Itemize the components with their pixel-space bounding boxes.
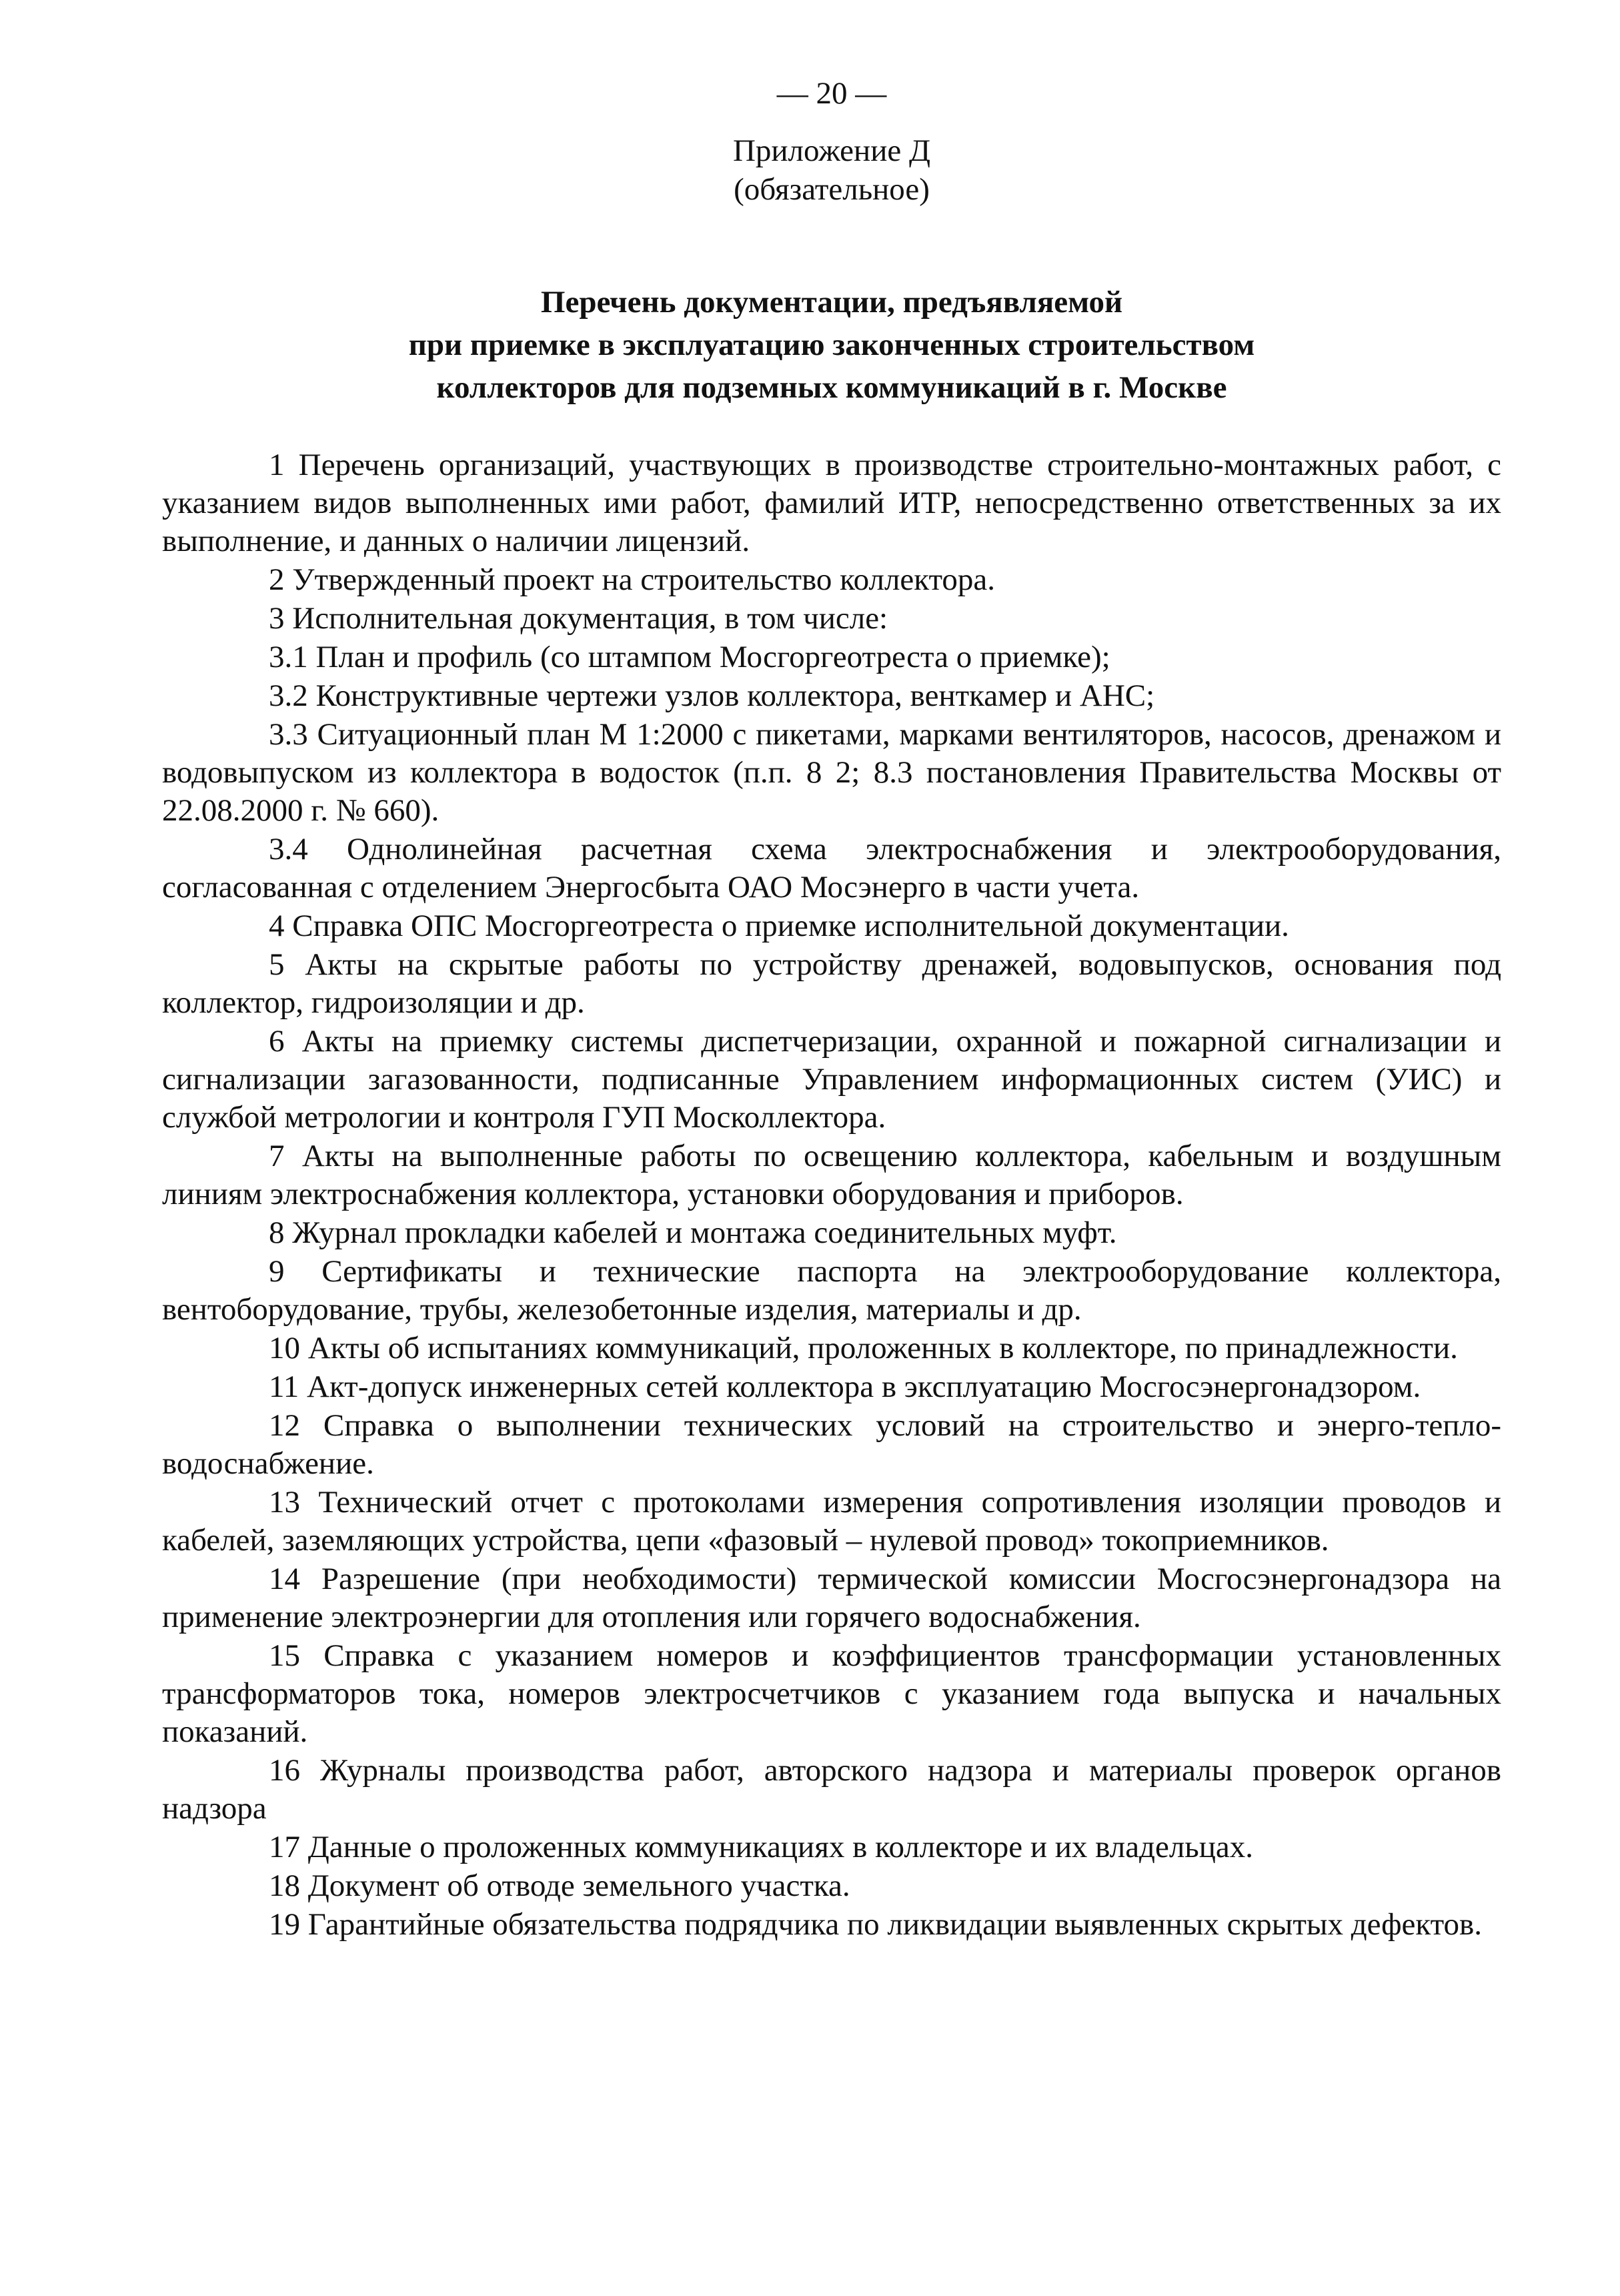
list-item: 17 Данные о проложенных коммуникациях в коллекторе и их владельцах. (269, 1830, 1253, 1864)
list-item: 7 Акты на выполненные работы по освещению коллектора, кабельным и воздушным линиям электроснабжения коллектора, установки оборудования и приборов. (162, 1139, 1501, 1211)
list-item: 14 Разрешение (при необходимости) термической комиссии Мосгосэнергонадзора на применение электроэнергии для отопления или горячего водоснабжения. (162, 1562, 1501, 1634)
list-item: 19 Гарантийные обязательства подрядчика по ликвидации выявленных скрытых дефектов. (269, 1907, 1482, 1942)
document-title (162, 281, 1501, 409)
document-title-line: коллекторов для подземных коммуникаций в г. Москве (436, 370, 1227, 405)
list-item: 10 Акты об испытаниях коммуникаций, проложенных в коллекторе, по принадлежности. (269, 1331, 1458, 1365)
appendix-note: (обязательное) (734, 172, 930, 207)
appendix-title: Приложение Д (732, 133, 931, 168)
list-item: 3.1 План и профиль (со штампом Мосгоргеотреста о приемке); (269, 640, 1110, 674)
list-item: 3.2 Конструктивные чертежи узлов коллектора, венткамер и АНС; (269, 678, 1155, 713)
list-item: 9 Сертификаты и технические паспорта на электрооборудование коллектора, вентоборудование, трубы, железобетонные изделия, материалы и др. (162, 1254, 1501, 1327)
list-item: 13 Технический отчет с протоколами измерения сопротивления изоляции проводов и кабелей, заземляющих устройства, цепи «фазовый – нулевой провод» токоприемников. (162, 1485, 1501, 1558)
list-item: 8 Журнал прокладки кабелей и монтажа соединительных муфт. (269, 1215, 1117, 1250)
document-title-line: Перечень документации, предъявляемой (540, 285, 1123, 320)
documentation-list (162, 446, 1501, 1944)
list-item: 16 Журналы производства работ, авторского надзора и материалы проверок органов надзора (162, 1753, 1501, 1826)
list-item: 3.4 Однолинейная расчетная схема электроснабжения и электрооборудования, согласованная с отделением Энергосбыта ОАО Мосэнерго в части учета. (162, 832, 1501, 905)
list-item: 18 Документ об отводе земельного участка. (269, 1868, 850, 1903)
list-item: 12 Справка о выполнении технических условий на строительство и энерго-тепло-водоснабжение. (162, 1408, 1501, 1481)
list-item: 5 Акты на скрытые работы по устройству дренажей, водовыпусков, основания под коллектор, гидроизоляции и др. (162, 947, 1501, 1020)
list-item: 3 Исполнительная документация, в том числе: (269, 601, 888, 636)
list-item: 11 Акт-допуск инженерных сетей коллектора в эксплуатацию Мосгосэнергонадзором. (269, 1369, 1421, 1404)
list-item: 4 Справка ОПС Мосгоргеотреста о приемке исполнительной документации. (269, 909, 1289, 943)
list-item: 6 Акты на приемку системы диспетчеризации, охранной и пожарной сигнализации и сигнализации загазованности, подписанные Управлением информационных систем (УИС) и службой метрологии и контроля ГУП Москоллектора. (162, 1024, 1501, 1135)
list-item: 3.3 Ситуационный план М 1:2000 с пикетами, марками вентиляторов, насосов, дренажом и водовыпуском из коллектора в водосток (п.п. 8 2; 8.3 постановления Правительства Москвы от 22.08.2000 г. № 660). (162, 717, 1501, 828)
page-number: — 20 — (776, 76, 887, 111)
list-item: 2 Утвержденный проект на строительство коллектора. (269, 562, 996, 597)
list-item: 1 Перечень организаций, участвующих в производстве строительно-монтажных работ, с указанием видов выполненных ими работ, фамилий ИТР, непосредственно ответственных за их выполнение, и данных о наличии лицензий. (162, 448, 1501, 558)
list-item: 15 Справка с указанием номеров и коэффициентов трансформации установленных трансформаторов тока, номеров электросчетчиков с указанием года выпуска и начальных показаний. (162, 1638, 1501, 1749)
document-title-line: при приемке в эксплуатацию законченных строительством (408, 328, 1255, 362)
